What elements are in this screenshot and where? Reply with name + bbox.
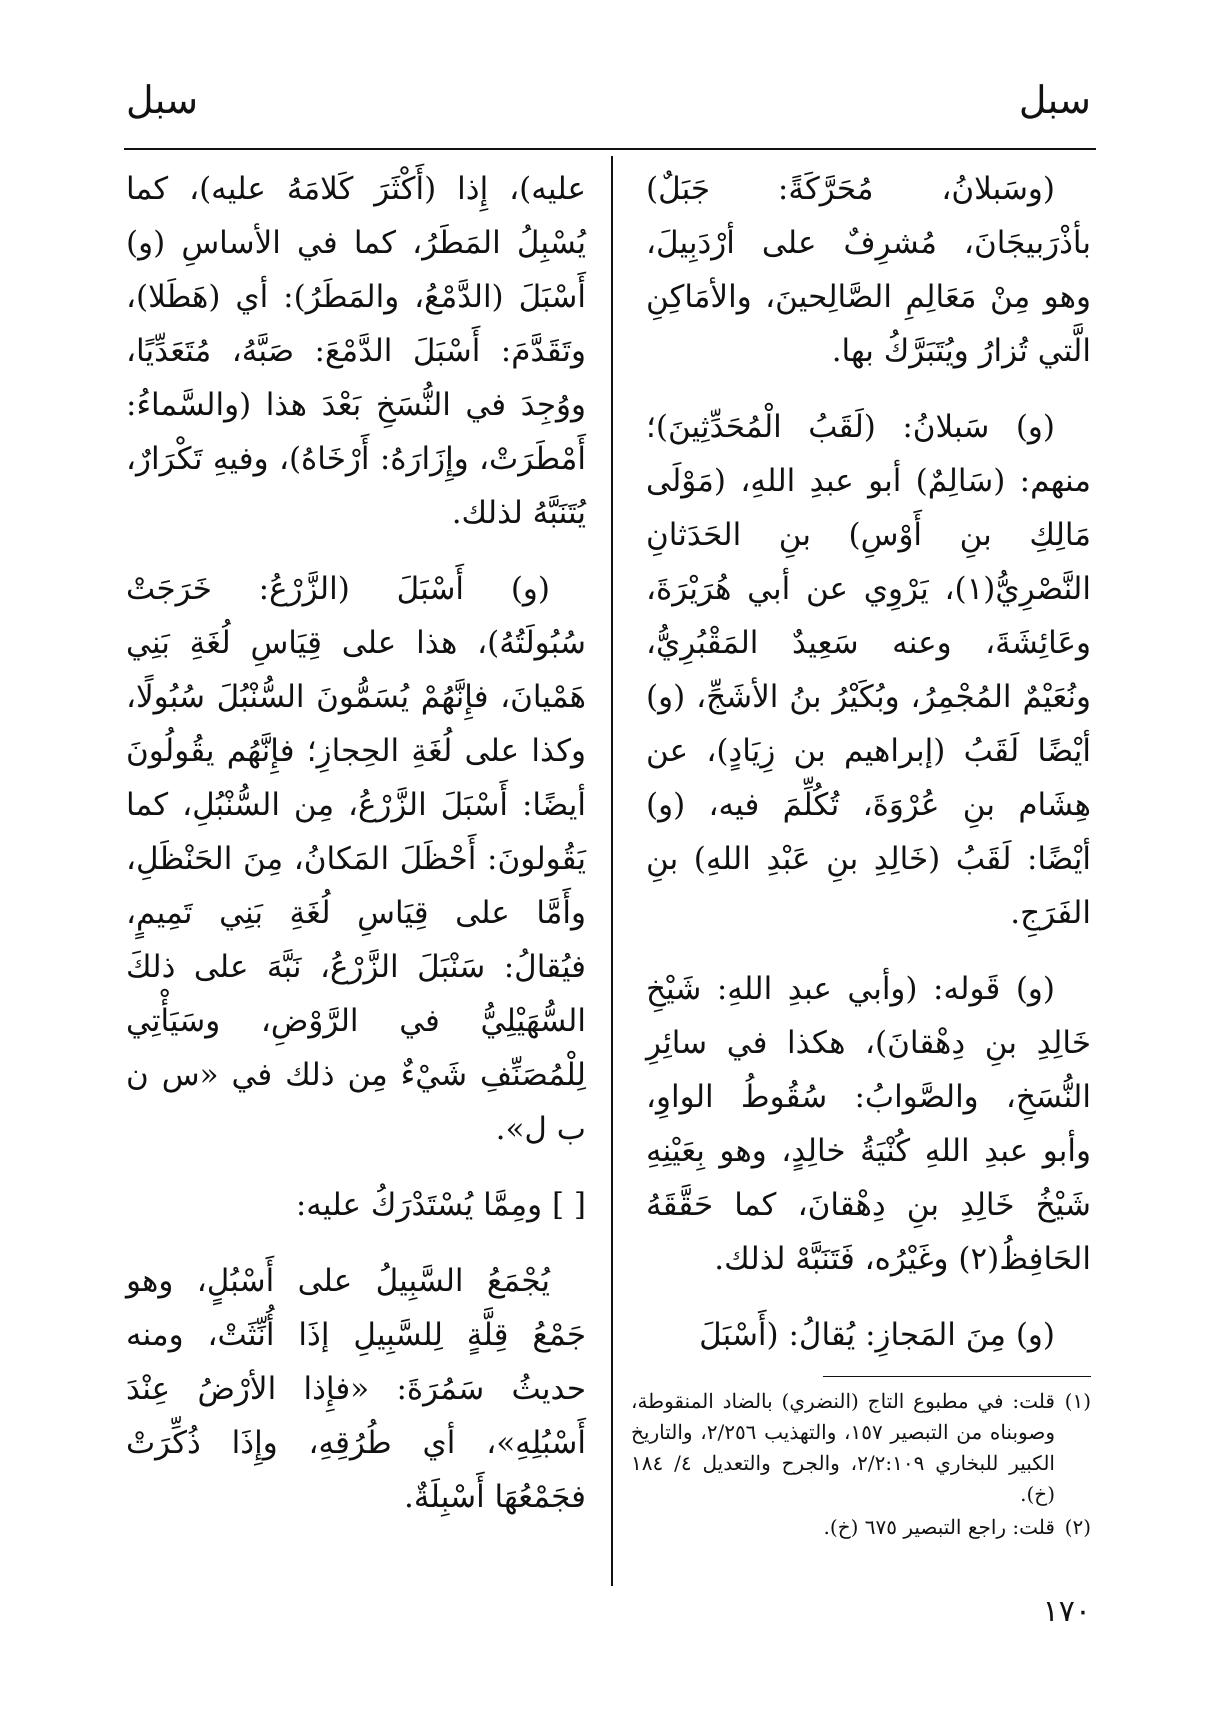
running-header-left: سبل <box>126 78 199 122</box>
paragraph: يُجْمَعُ السَّبِيلُ على أَسْبُلٍ، وهو جَمْعُ قِلَّةٍ لِلسَّبِيلِ إذَا أُنِّثَتْ، ومنه حديثُ سَمُرَةَ: «فإِذا الأرْضُ عِنْدَ أَسْبُلِهِ»، أي طُرُقِهِ، وإِذَا ذُكِّرَتْ فجَمْعُهَا أَسْبِلَةٌ. <box>126 1263 586 1515</box>
footnote-number: (١) <box>1064 1389 1091 1413</box>
page-number: ١٧٠ <box>1042 1594 1091 1629</box>
paragraph: (و) أَسْبَلَ (الزَّرْعُ: خَرَجَتْ سُبُولَتُهُ)، هذا على قِيَاسِ لُغَةِ بَنِي هَمْيانَ، فإِنَّهُمْ يُسَمُّونَ السُّنْبُلَ سُبُولًا، وكذا على لُغَةِ الحِجازِ؛ فإِنَّهُم يقُولُونَ أيضًا: أَسْبَلَ الزَّرْعُ، مِن السُّنْبُلِ، كما يَقُولونَ: أَحْظَلَ المَكانُ، مِنَ الحَنْظَلِ، وأَمَّا على قِيَاسِ لُغَةِ بَنِي تَمِيمٍ، فيُقالُ: سَنْبَلَ الزَّرْعُ، نَبَّهَ على ذلكَ السُّهَيْلِيُّ في الرَّوْضِ، وسَيَأْتِي لِلْمُصَنِّفِ شَيْءٌ مِن ذلك في «س ن ب ل». <box>126 571 586 1147</box>
paragraph: (و) مِنَ المَجازِ: يُقالُ: (أَسْبَلَ <box>699 1317 1055 1353</box>
running-header-right: سبل <box>1018 78 1091 122</box>
footnote-text: قلت: في مطبوع التاج (النضري) بالضاد المنقوطة، وصوبناه من التبصير ١٥٧، والتهذيب ٢/٢٥٦، والتاريخ الكبير للبخاري ٢/٢:١٠٩، والجرح والتعديل ٤/ ١٨٤ (خ). <box>631 1389 1056 1506</box>
paragraph: [ ] ومِمَّا يُسْتَدْرَكُ عليه: <box>295 1187 586 1223</box>
paragraph: (و) سَبلانُ: (لَقَبُ الْمُحَدِّثِينَ)؛ منهم: (سَالِمٌ) أبو عبدِ اللهِ، (مَوْلَى مَالِكِ بنِ أَوْسِ) بنِ الحَدَثانِ النَّصْرِيُّ(١)، يَرْوِي عن أبي هُرَيْرَةَ، وعَائِشَةَ، وعنه سَعِيدٌ المَقْبُرِيُّ، ونُعَيْمٌ المُجْمِرُ، وبُكَيْرُ بنُ الأشَجِّ، (و) أيْضًا لَقَبُ (إبراهيم بن زِيَادٍ)، عن هِشَام بنِ عُرْوَةَ، تُكُلِّمَ فيه، (و) أيْضًا: لَقَبُ (خَالِدِ بنِ عَبْدِ اللهِ) بنِ الفَرَجِ. <box>646 409 1091 931</box>
left-column <box>126 162 586 1546</box>
header-rule <box>124 148 1096 150</box>
paragraph: عليه)، إِذا (أَكْثَرَ كَلامَهُ عليه)، كما يُسْبِلُ المَطَرُ، كما في الأساسِ (و) أَسْبَلَ (الدَّمْعُ، والمَطَرُ): أي (هَطَلا)، وتَقَدَّمَ: أَسْبَلَ الدَّمْعَ: صَبَّهُ، مُتَعَدِّيًا، ووُجِدَ في النُّسَخِ بَعْدَ هذا (والسَّماءُ: أَمْطَرَتْ، وإِزَارَهُ: أَرْخَاهُ)، وفيهِ تَكْرَارٌ، يُتَنَبَّهُ لذلك. <box>126 171 586 531</box>
footnote-rule <box>823 1376 1091 1377</box>
paragraph: (وسَبلانُ، مُحَرَّكَةً: جَبَلٌ) بأذْرَبيجَانَ، مُشرِفٌ على أرْدَبِيلَ، وهو مِنْ مَعَالِمِ الصَّالِحينَ، والأمَاكِنِ الَّتي تُزارُ ويُتَبَرَّكُ بها. <box>646 171 1091 369</box>
paragraph: (و) قَوله: (وأبي عبدِ اللهِ: شَيْخِ خَالِدِ بنِ دِهْقانَ)، هكذا في سائِرِ النُّسَخِ، والصَّوابُ: سُقُوطُ الواوِ، وأبو عبدِ اللهِ كُنْيَةُ خالِدٍ، وهو بِعَيْنِهِ شَيْخُ خَالِدِ بنِ دِهْقانَ، كما حَقَّقَهُ الحَافِظُ(٢) وغَيْرُه، فَتَنَبَّهْ لذلك. <box>646 971 1091 1277</box>
footnote-text: قلت: راجع التبصير ٦٧٥ (خ). <box>823 1515 1055 1539</box>
right-column <box>646 162 1091 1384</box>
footnote <box>631 1386 1091 1510</box>
footnotes <box>631 1386 1091 1545</box>
footnote-number: (٢) <box>1064 1515 1091 1539</box>
column-divider <box>611 156 613 1586</box>
footnote <box>631 1512 1091 1543</box>
